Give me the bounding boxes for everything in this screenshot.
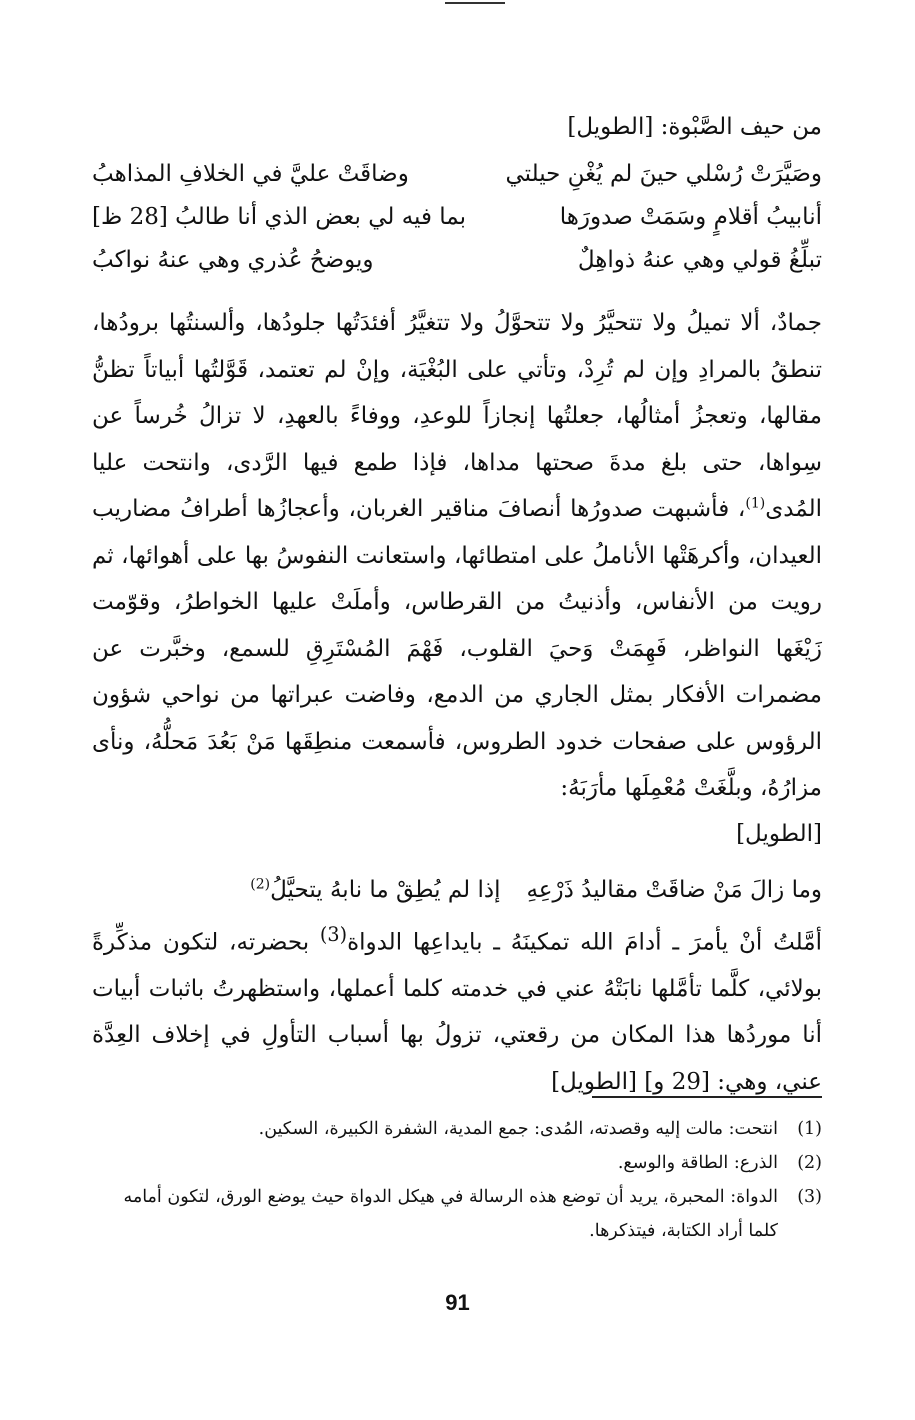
verse-first-hemistich: تبلِّغُ قولي وهي عنهُ ذواهِلٌ	[577, 247, 822, 273]
footnote-number: (2)	[797, 1153, 822, 1173]
prose-text: بحضرته، لتكون مذكِّرةً بولائي، كلَّما تأمَّلها نابَتْهُ عني في خدمته كلما أعملها، واستظهرتُ باثبات أبيات أنا موردُها هذا المكان من رقعتي، تزولُ بها أسباب التأولِ في إخلاف العِدَّة عني، وهي: [29 و] [الطويل]	[92, 929, 822, 1095]
footnote-ref-1: (1)	[745, 495, 766, 512]
footnote-item	[92, 1180, 822, 1248]
verse-second-hemistich	[250, 868, 500, 912]
verse-first-hemistich: وصَيَّرَتْ رُسْلي حينَ لم يُغْنِ حيلتي	[505, 161, 822, 187]
prose-paragraph	[92, 300, 822, 812]
prose-paragraph-2	[92, 912, 822, 1106]
page-number: 91	[445, 1290, 470, 1315]
verse-first-hemistich: أنابيبُ أقلامٍ وسَمَتْ صدورَها	[559, 204, 822, 230]
footnote-ref-2: (2)	[250, 875, 271, 892]
verse-second-hemistich: بما فيه لي بعض الذي أنا طالبُ [28 ظ]	[92, 204, 466, 230]
page-body	[92, 105, 822, 1105]
footnote-text: الذرع: الطاقة والوسع.	[617, 1153, 778, 1173]
footnote-item	[92, 1112, 822, 1146]
footnote-text: الدواة: المحبرة، يريد أن توضع هذه الرسالة في هيكل الدواة حيث يوضع الورق، لتكون أمامه كلما أراد الكتابة، فيتذكرها.	[123, 1187, 778, 1241]
verse-line	[92, 196, 822, 239]
meter-label: [الطويل]	[736, 820, 822, 847]
prose-text: أمَّلتُ أنْ يأمرَ ـ أدامَ الله تمكينَهُ ـ بايداعِها الدواة	[347, 929, 822, 956]
intro-line: من حيف الصَّبْوة: [الطويل]	[567, 114, 822, 140]
verse-first-hemistich: وما زالَ مَنْ ضاقَتْ مقاليدُ ذَرْعِهِ	[526, 876, 822, 903]
footnotes	[92, 1112, 822, 1248]
verse-line	[92, 239, 822, 282]
verse-block	[92, 153, 822, 282]
footnote-text: انتحت: مالت إليه وقصدته، المُدى: جمع المدية، الشفرة الكبيرة، السكين.	[258, 1119, 778, 1139]
footnote-separator	[592, 1096, 822, 1098]
footnote-item	[92, 1146, 822, 1180]
prose-text: جمادٌ، ألا تميلُ ولا تتحيَّرُ ولا تتحوَّلُ ولا تتغيَّرُ أفئدَتُها جلودُها، وألسنتُها برودُها، تنطقُ بالمرادِ وإن لم تُرِدْ، وتأتي على البُغْيَة، وإنْ لم تعتمد، قَوَّلتُها أبياتاً تظنُّ مقالها، وتعجزُ أمثالُها، جعلتُها إنجازاً للوعدِ، ووفاءً بالعهدِ، لا تزالُ خُرساً عن سِواها، حتى بلغ مدةَ صحتها مداها، فإذا طمع فيها الرَّدى، وانتحت عليا المُدى	[92, 310, 822, 522]
footnote-number: (3)	[797, 1187, 822, 1207]
prose-text: ، فأشبهت صدورُها أنصافَ مناقير الغربان، وأعجازُها أطرافُ مضاريب العيدان، وأكرهَتْها الأناملُ على امتطائها، واستعانت النفوسُ بها على أهوائها، ثم رويت من الأنفاس، وأذنيتُ من القرطاس، وأملَتْ عليها الخواطرُ، وقوّمت زَيْغَها النواظر، فَهِمَتْ وَحيَ القلوب، فَهْمَ المُسْتَرِقِ للسمع، وخبَّرت عن مضمرات الأفكار بمثل الجاري من الدمع، وفاضت عبراتها من نواحي شؤون الرؤوس على صفحات خدود الطروس، فأسمعت منطِقَها مَنْ بَعُدَ مَحلُّهُ، ونأى مزارُهُ، وبلَّغَتْ مُعْمِلَها مأرَبَهُ:	[92, 496, 822, 801]
footnote-number: (1)	[797, 1119, 822, 1139]
verse-line	[92, 153, 822, 196]
footnote-ref-3: (3)	[319, 922, 348, 946]
verse-second-text: إذا لم يُطِقْ ما نابهُ يتحيَّلُ	[270, 876, 501, 903]
verse-second-hemistich: ويوضحُ عُذري وهي عنهُ نواكبُ	[92, 247, 374, 273]
top-rule	[445, 2, 505, 4]
single-verse-line	[92, 868, 822, 912]
verse-second-hemistich: وضاقَتْ عليَّ في الخلافِ المذاهبُ	[92, 161, 409, 187]
